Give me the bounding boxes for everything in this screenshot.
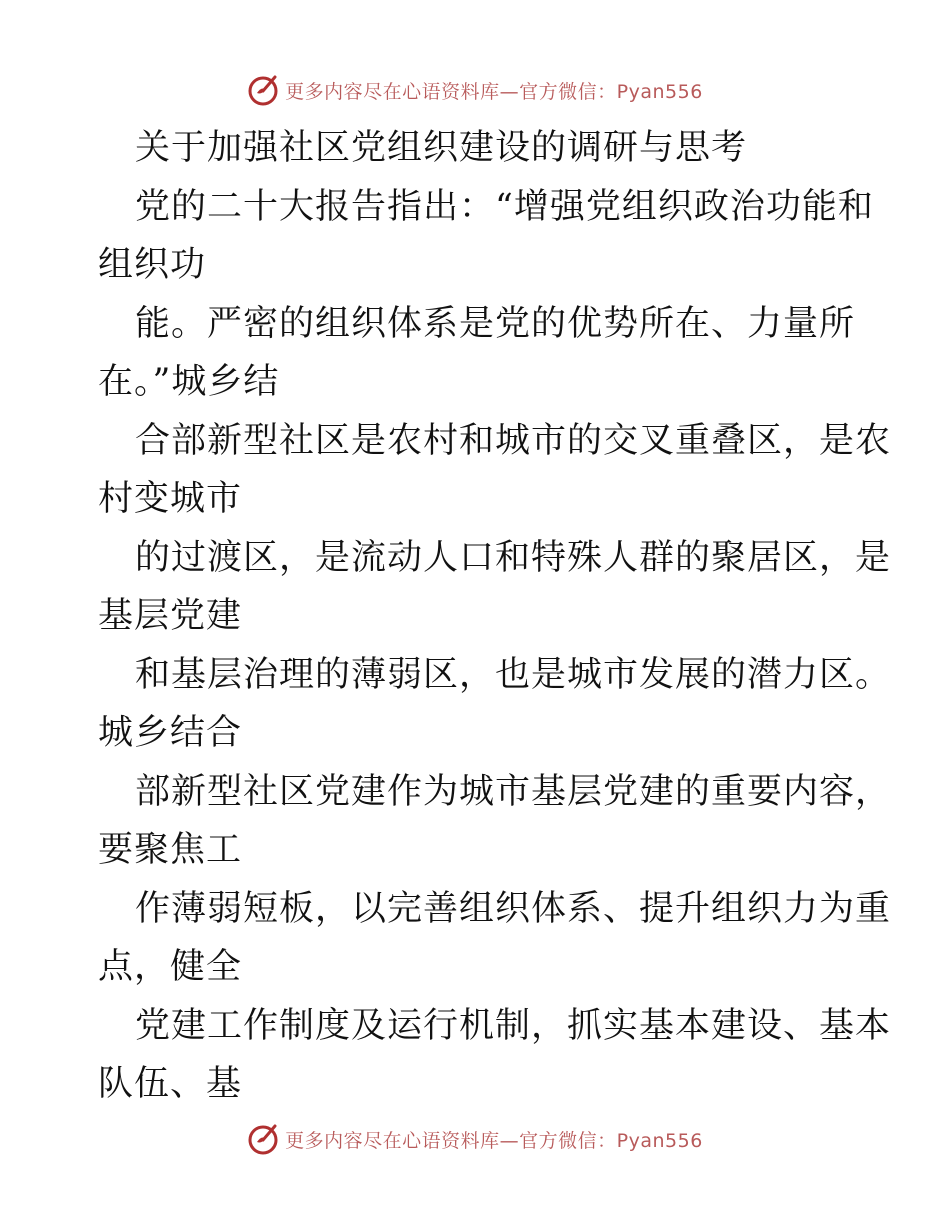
text-line: 组织功 — [98, 245, 207, 285]
text-line: 党的二十大报告指出：“增强党组织政治功能和 — [135, 186, 874, 227]
watermark-text: 更多内容尽在心语资料库—官方微信：Pyan556 — [285, 1129, 703, 1152]
text-line: 能。严密的组织体系是党的优势所在、力量所 — [135, 303, 856, 344]
text-line: 队伍、基 — [98, 1064, 243, 1104]
watermark-header — [0, 70, 950, 110]
text-line: 城乡结合 — [98, 713, 243, 753]
brush-logo-icon — [247, 73, 281, 107]
watermark-footer — [0, 1119, 950, 1159]
text-line: 党建工作制度及运行机制，抓实基本建设、基本 — [135, 1005, 892, 1046]
text-line: 作薄弱短板，以完善组织体系、提升组织力为重 — [135, 888, 892, 929]
text-line: 合部新型社区是农村和城市的交叉重叠区，是农 — [135, 420, 892, 461]
text-line: 的过渡区，是流动人口和特殊人群的聚居区，是 — [135, 537, 892, 578]
text-line: 村变城市 — [98, 479, 243, 519]
text-line: 部新型社区党建作为城市基层党建的重要内容， — [135, 771, 892, 812]
watermark-text: 更多内容尽在心语资料库—官方微信：Pyan556 — [285, 80, 703, 103]
text-line: 基层党建 — [98, 596, 243, 636]
text-line: 在。”城乡结 — [98, 362, 280, 402]
brush-logo-icon — [247, 1122, 281, 1156]
text-line: 和基层治理的薄弱区，也是城市发展的潜力区。 — [135, 654, 892, 695]
text-line: 要聚焦工 — [98, 830, 243, 870]
document-body — [98, 119, 892, 1114]
document-title: 关于加强社区党组织建设的调研与思考 — [135, 128, 748, 168]
text-line: 点，健全 — [98, 947, 243, 987]
